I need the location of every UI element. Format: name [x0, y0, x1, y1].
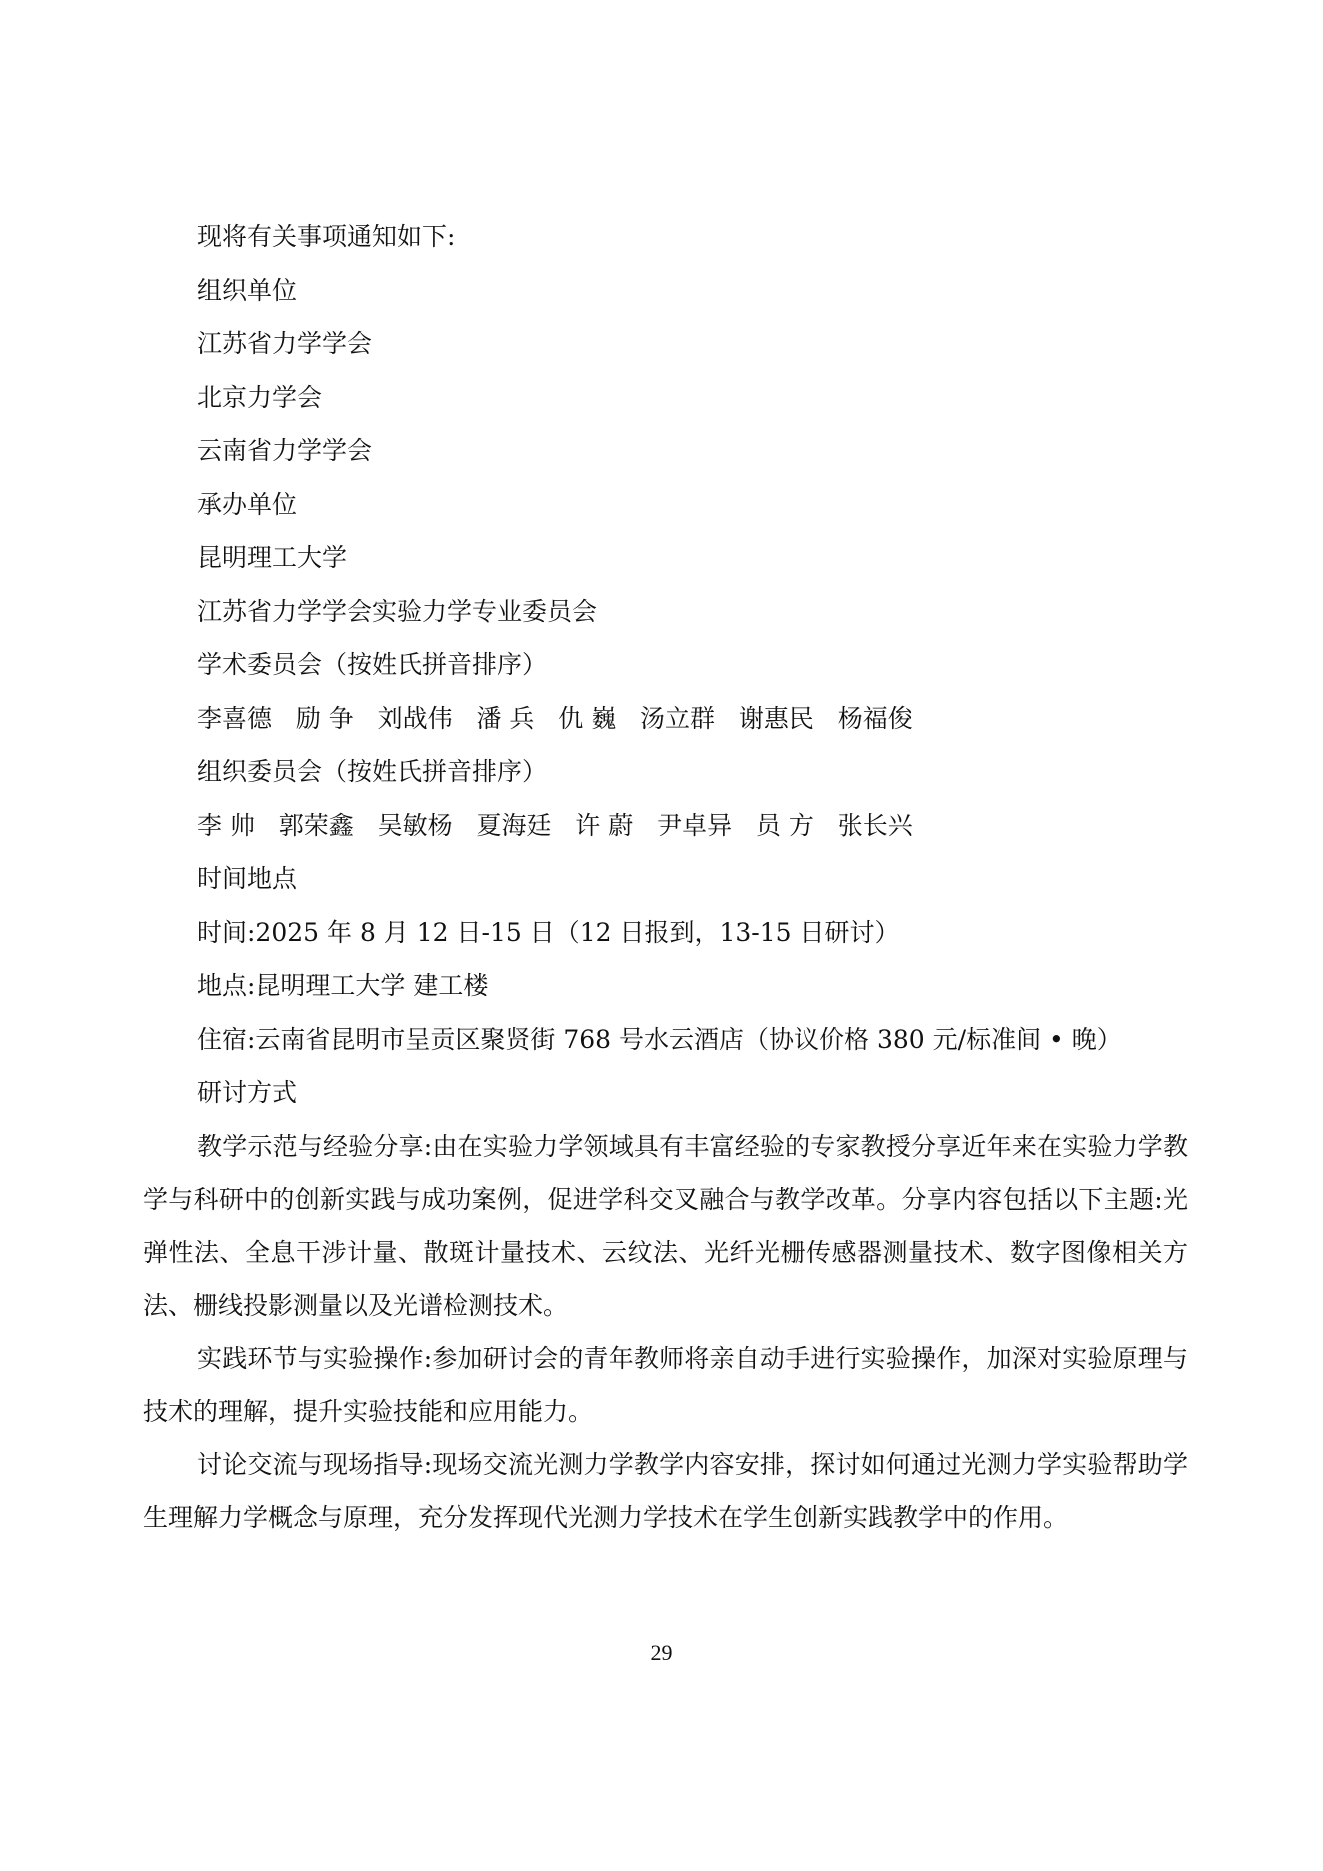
organizers-heading: 组织单位: [197, 275, 298, 305]
time-line: 时间:2025 年 8 月 12 日-15 日（12 日报到，13-15 日研讨）: [197, 917, 900, 947]
host-item: 江苏省力学学会实验力学专业委员会: [197, 596, 598, 626]
academic-committee-members: 李喜德 励 争 刘战伟 潘 兵 仇 巍 汤立群 谢惠民 杨福俊: [197, 703, 913, 733]
organizer-item: 云南省力学学会: [197, 436, 373, 465]
intro-line: 现将有关事项通知如下:: [197, 222, 456, 251]
time-place-heading: 时间地点: [197, 864, 298, 893]
organizing-committee-members: 李 帅 郭荣鑫 吴敏杨 夏海廷 许 蔚 尹卓异 员 方 张长兴: [197, 810, 913, 840]
host-item: 昆明理工大学: [197, 543, 348, 572]
academic-committee-heading: 学术委员会（按姓氏拼音排序）: [197, 650, 548, 679]
practice-paragraph: 实践环节与实验操作:参加研讨会的青年教师将亲自动手进行实验操作，加深对实验原理与技术的理解，提升实验技能和应用能力。: [143, 1343, 1188, 1426]
format-heading: 研讨方式: [197, 1078, 298, 1107]
organizer-item: 江苏省力学学会: [197, 329, 373, 358]
organizing-committee-heading: 组织委员会（按姓氏拼音排序）: [197, 757, 548, 786]
hosts-heading: 承办单位: [197, 489, 298, 519]
lodging-line: 住宿:云南省昆明市呈贡区聚贤街 768 号水云酒店（协议价格 380 元/标准间 • 晚）: [197, 1024, 1122, 1054]
page-number: 29: [650, 1640, 673, 1665]
discussion-paragraph: 讨论交流与现场指导:现场交流光测力学教学内容安排，探讨如何通过光测力学实验帮助学生理解力学概念与原理，充分发挥现代光测力学技术在学生创新实践教学中的作用。: [143, 1449, 1188, 1532]
document-body: [143, 210, 1188, 1544]
place-line: 地点:昆明理工大学 建工楼: [197, 971, 489, 1000]
teaching-demo-paragraph: 教学示范与经验分享:由在实验力学领域具有丰富经验的专家教授分享近年来在实验力学教学与科研中的创新实践与成功案例，促进学科交叉融合与教学改革。分享内容包括以下主题:光弹性法、全息干涉计量、散斑计量技术、云纹法、光纤光栅传感器测量技术、数字图像相关方法、栅线投影测量以及光谱检测技术。: [143, 1131, 1188, 1320]
organizer-item: 北京力学会: [197, 382, 323, 412]
